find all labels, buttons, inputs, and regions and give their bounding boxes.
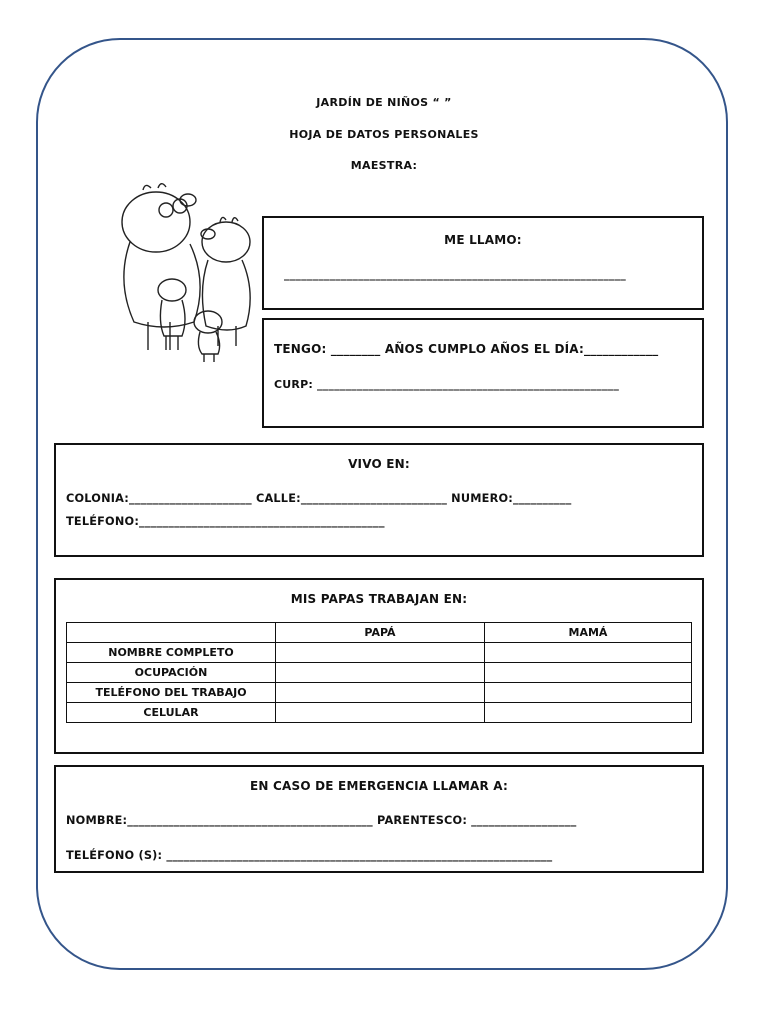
row-label: TELÉFONO DEL TRABAJO: [67, 683, 276, 703]
name-box: [262, 216, 704, 310]
peppa-pig-head: [194, 311, 222, 333]
table-header-mama: MAMÁ: [485, 623, 692, 643]
row-label: OCUPACIÓN: [67, 663, 276, 683]
emergency-name-field[interactable]: NOMBRE:__________________________________________ PARENTESCO: __________________: [66, 814, 577, 827]
address-box: [54, 443, 704, 557]
table-row: [67, 703, 692, 723]
address-title: VIVO EN:: [348, 457, 410, 471]
emergency-box: [54, 765, 704, 873]
name-label: ME LLAMO:: [444, 233, 522, 247]
name-field[interactable]: ____________________________________________________________: [284, 268, 626, 281]
form-title: HOJA DE DATOS PERSONALES: [289, 128, 479, 141]
table-row: [67, 643, 692, 663]
parents-box: [54, 578, 704, 754]
mama-cell[interactable]: [485, 683, 692, 703]
parents-table: [66, 622, 692, 723]
papa-cell[interactable]: [276, 643, 485, 663]
table-header-papa: PAPÁ: [276, 623, 485, 643]
papa-cell[interactable]: [276, 683, 485, 703]
emergency-phone-field[interactable]: TELÉFONO (S): __________________________________________________________________: [66, 849, 553, 862]
age-birthday-field[interactable]: TENGO: ________ AÑOS CUMPLO AÑOS EL DÍA:____________: [274, 342, 659, 356]
george-pig-head: [158, 279, 186, 301]
pig-family-illustration: [108, 182, 268, 362]
mama-cell[interactable]: [485, 663, 692, 683]
emergency-title: EN CASO DE EMERGENCIA LLAMAR A:: [249, 779, 508, 793]
curp-field[interactable]: CURP: _____________________________________________________: [274, 378, 620, 391]
row-label: CELULAR: [67, 703, 276, 723]
papa-cell[interactable]: [276, 663, 485, 683]
address-line[interactable]: COLONIA:_____________________ CALLE:_________________________ NUMERO:__________: [66, 492, 572, 505]
parents-title: MIS PAPAS TRABAJAN EN:: [290, 592, 468, 606]
mummy-pig-head: [202, 222, 250, 262]
papa-cell[interactable]: [276, 703, 485, 723]
table-header-empty: [67, 623, 276, 643]
mama-cell[interactable]: [485, 643, 692, 663]
mama-cell[interactable]: [485, 703, 692, 723]
phone-line[interactable]: TELÉFONO:__________________________________________: [66, 515, 385, 528]
daddy-pig-glasses: [159, 203, 173, 217]
age-box: [262, 318, 704, 428]
school-title: JARDÍN DE NIÑOS “ ”: [316, 96, 452, 109]
table-row: [67, 683, 692, 703]
teacher-label: MAESTRA:: [350, 159, 418, 172]
table-row: [67, 663, 692, 683]
row-label: NOMBRE COMPLETO: [67, 643, 276, 663]
